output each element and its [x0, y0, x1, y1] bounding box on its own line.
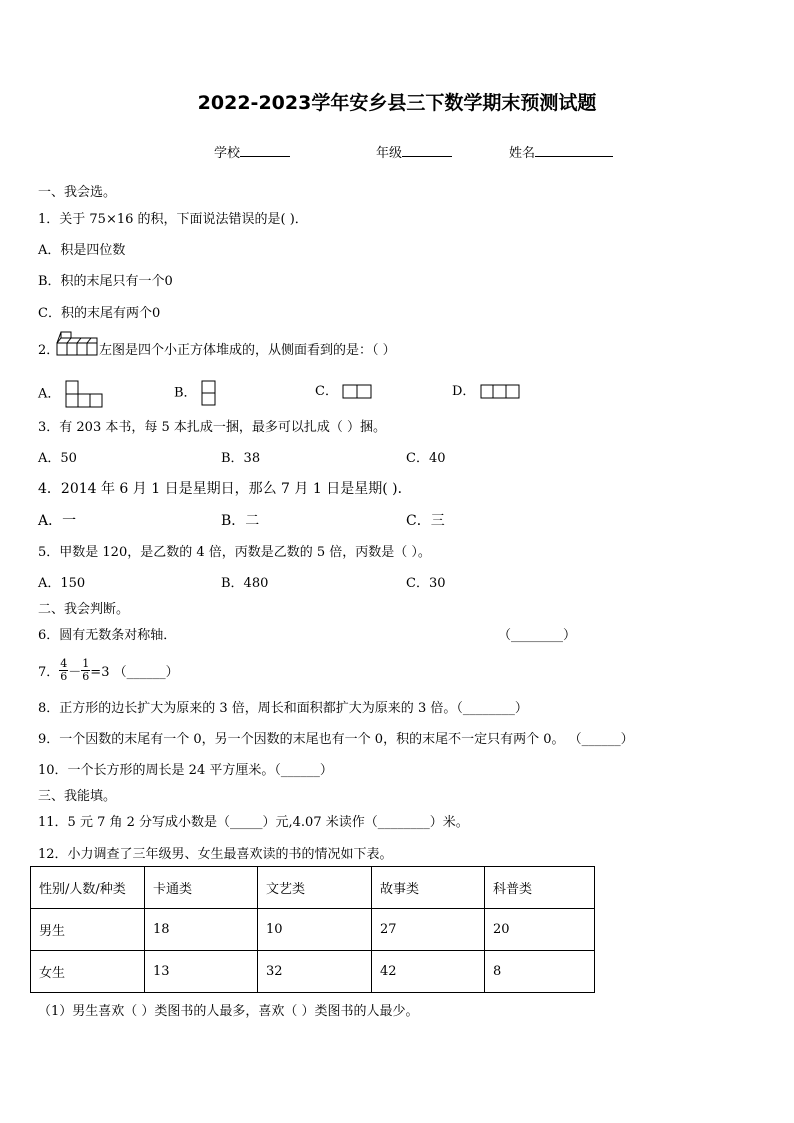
- q3-stem: 3．有 203 本书，每 5 本扎成一捆，最多可以扎成（ ）捆。: [38, 420, 387, 435]
- q7-number: 7．: [38, 664, 60, 680]
- q7-equation-rest: =3 （______）: [90, 664, 179, 680]
- q6-answer-blank[interactable]: （________）: [498, 628, 577, 643]
- table-header-cell: 性别/人数/种类: [31, 867, 145, 909]
- name-blank[interactable]: [535, 142, 613, 157]
- section3-heading: 三、我能填。: [38, 789, 117, 804]
- q5-option-c[interactable]: C．30: [406, 576, 446, 591]
- table-header-cell: 卡通类: [145, 867, 258, 909]
- table-cell: 8: [485, 951, 595, 993]
- q1-stem: 1．关于 75×16 的积，下面说法错误的是( )．: [38, 212, 308, 227]
- q3-option-a[interactable]: A．50: [38, 451, 77, 466]
- q2-option-c-label: C．: [315, 384, 338, 399]
- table-header-cell: 科普类: [485, 867, 595, 909]
- q6-stem: 6．圆有无数条对称轴．: [38, 628, 177, 643]
- q5-option-a[interactable]: A．150: [38, 576, 86, 591]
- q2-number: 2．: [38, 343, 60, 358]
- table-cell: 42: [372, 951, 485, 993]
- q7-fraction-1: [59, 658, 68, 683]
- table-cell: 男生: [31, 909, 145, 951]
- q12-stem: 12．小力调查了三年级男、女生最喜欢读的书的情况如下表。: [38, 847, 393, 862]
- q3-option-b[interactable]: B．38: [221, 451, 261, 466]
- table-row: [31, 909, 595, 951]
- q2-option-d-view-icon: [480, 384, 520, 399]
- q2-option-b-view-icon: [201, 380, 217, 406]
- q2-option-c-view-icon: [342, 384, 372, 399]
- table-header-row: [31, 867, 595, 909]
- table-cell: 20: [485, 909, 595, 951]
- q7-line: [38, 654, 179, 686]
- q2-option-d-label: D．: [452, 384, 476, 399]
- q4-stem: 4．2014 年 6 月 1 日是星期日，那么 7 月 1 日是星期( )．: [38, 481, 412, 497]
- name-label: 姓名: [509, 146, 536, 161]
- name-field: [509, 142, 613, 161]
- q7-fraction-1-denominator: 6: [60, 669, 68, 683]
- q12-sub1: （1）男生喜欢（ ）类图书的人最多，喜欢（ ）类图书的人最少。: [38, 1004, 419, 1019]
- q1-option-a[interactable]: A．积是四位数: [38, 243, 126, 258]
- school-field: [214, 142, 290, 161]
- q10-stem: 10．一个长方形的周长是 24 平方厘米。（______）: [38, 763, 333, 778]
- q2-option-b-label: B．: [174, 385, 197, 401]
- grade-blank[interactable]: [402, 142, 452, 157]
- q7-fraction-2-numerator: 1: [82, 656, 90, 670]
- table-header-cell: 故事类: [372, 867, 485, 909]
- q4-option-a[interactable]: A．一: [38, 513, 77, 529]
- page-title: 2022-2023学年安乡县三下数学期末预测试题: [197, 92, 597, 114]
- table-cell: 女生: [31, 951, 145, 993]
- q11-stem: 11．5 元 7 角 2 分写成小数是（_____）元,4.07 米读作（________）米。: [38, 815, 469, 830]
- q2-option-b[interactable]: [174, 380, 217, 406]
- q2-option-a[interactable]: [38, 380, 103, 408]
- school-blank[interactable]: [240, 142, 290, 157]
- q2-option-d[interactable]: [452, 380, 520, 399]
- school-label: 学校: [214, 146, 241, 161]
- q7-operator: －: [68, 664, 82, 680]
- q7-fraction-1-numerator: 4: [60, 656, 68, 670]
- table-cell: 13: [145, 951, 258, 993]
- q1-option-c[interactable]: C．积的末尾有两个0: [38, 306, 161, 321]
- q7-fraction-2-denominator: 6: [82, 669, 90, 683]
- table-header-cell: 文艺类: [258, 867, 372, 909]
- cube-stack-figure: [56, 331, 98, 357]
- q7-fraction-2: [81, 658, 90, 683]
- table-row: [31, 951, 595, 993]
- section2-heading: 二、我会判断。: [38, 602, 130, 617]
- q2-option-c[interactable]: [315, 380, 372, 399]
- section1-heading: 一、我会选。: [38, 185, 117, 200]
- q5-option-b[interactable]: B．480: [221, 576, 269, 591]
- grade-label: 年级: [376, 146, 403, 161]
- grade-field: [376, 142, 452, 161]
- q2-option-a-view-icon: [65, 380, 103, 408]
- q4-option-b[interactable]: B．二: [221, 513, 260, 529]
- book-preference-table: [30, 866, 595, 993]
- q4-option-c[interactable]: C．三: [406, 513, 445, 529]
- q8-stem: 8．正方形的边长扩大为原来的 3 倍，周长和面积都扩大为原来的 3 倍。（________）: [38, 701, 528, 716]
- q2-option-a-label: A．: [38, 386, 61, 402]
- table-cell: 27: [372, 909, 485, 951]
- q5-stem: 5．甲数是 120，是乙数的 4 倍，丙数是乙数的 5 倍，丙数是（ ）。: [38, 545, 431, 560]
- table-cell: 18: [145, 909, 258, 951]
- q9-stem: 9．一个因数的末尾有一个 0，另一个因数的末尾也有一个 0，积的末尾不一定只有两个 0。 （______）: [38, 732, 634, 747]
- q3-option-c[interactable]: C．40: [406, 451, 446, 466]
- q2-stem: 左图是四个小正方体堆成的，从侧面看到的是：（ ）: [99, 343, 396, 358]
- table-cell: 32: [258, 951, 372, 993]
- q1-option-b[interactable]: B．积的末尾只有一个0: [38, 274, 173, 289]
- table-cell: 10: [258, 909, 372, 951]
